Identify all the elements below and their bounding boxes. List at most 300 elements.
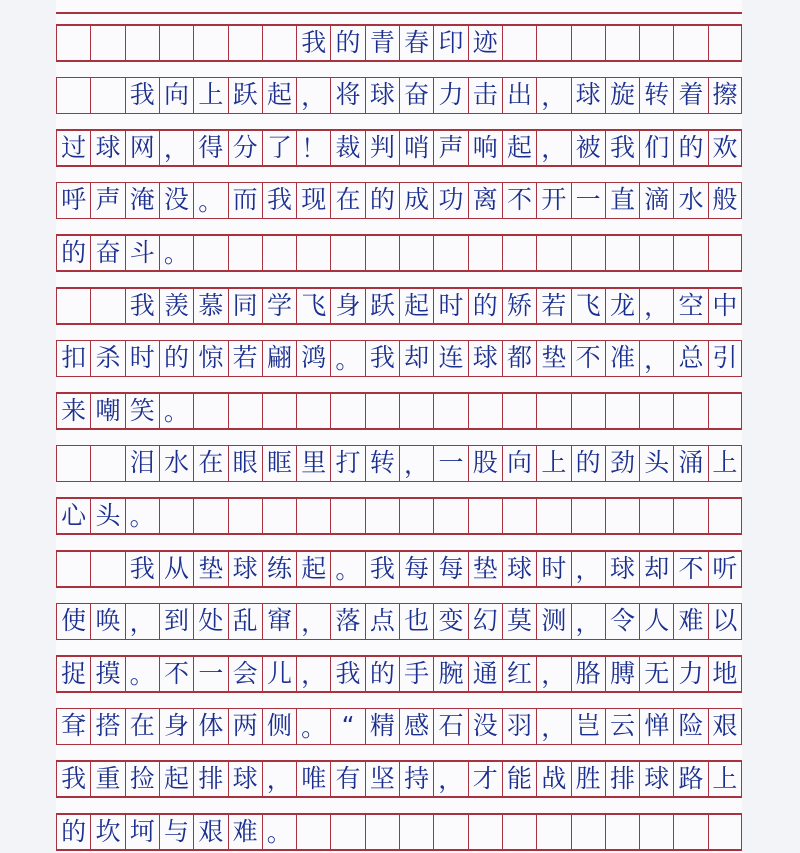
text-line-cell: ， [536,77,570,113]
text-line-cell: 。 [330,340,364,376]
grid-rule-line [56,497,742,499]
text-line-cell [399,392,433,428]
grid-rule-line [56,340,742,342]
text-line-cell: 擦 [708,77,742,113]
grid-rule-line [56,603,742,605]
grid-rule-line [56,165,742,167]
title-cell: 印 [433,24,467,60]
text-line-cell: 。 [159,234,193,270]
text-line-cell: 膊 [605,655,639,691]
text-line-cell: 的 [365,655,399,691]
text-line-cell [330,392,364,428]
text-line-cell: 通 [468,655,502,691]
text-line-cell: 上 [708,760,742,796]
text-line-cell: 上 [708,445,742,481]
text-line-cell [56,550,90,586]
title-cell [262,24,296,60]
text-line-cell [296,392,330,428]
text-line-cell: 战 [536,760,570,796]
text-line-cell [605,234,639,270]
text-line-cell [433,497,467,533]
text-line-cell: 我 [330,655,364,691]
text-line-cell: 般 [708,182,742,218]
text-line-cell: 听 [708,550,742,586]
text-line-cell: 惮 [639,708,673,744]
text-line-cell: ， [296,77,330,113]
text-line-cell: ， [571,550,605,586]
text-line-cell [399,497,433,533]
text-line-cell: 使 [56,603,90,639]
text-line-cell [228,497,262,533]
text-line-cell: ， [296,603,330,639]
text-line-cell: 胜 [571,760,605,796]
text-line-cell: 红 [502,655,536,691]
text-line-cell: 与 [159,813,193,849]
text-line-cell: 两 [228,708,262,744]
text-line-cell: 嘲 [90,392,124,428]
text-line-cell: 从 [159,550,193,586]
text-line-row [56,760,742,796]
title-cell: 春 [399,24,433,60]
text-line-cell: 捡 [125,760,159,796]
grid-rule-line [56,586,742,588]
text-line-cell [673,813,707,849]
composition-grid-paper [56,0,742,853]
text-line-row [56,708,742,744]
text-line-cell: 的 [56,234,90,270]
text-line-cell [330,813,364,849]
text-line-cell: 难 [673,603,707,639]
text-line-cell [536,497,570,533]
text-line-cell: 在 [125,708,159,744]
text-line-cell: 窜 [262,603,296,639]
text-line-cell: 的 [56,813,90,849]
text-line-cell: 若 [228,340,262,376]
text-line-cell: 手 [399,655,433,691]
text-line-cell: 引 [708,340,742,376]
text-line-cell: 的 [571,445,605,481]
text-line-cell: 将 [330,77,364,113]
grid-rule-line [56,655,742,657]
text-line-row [56,129,742,165]
text-line-row [56,497,742,533]
text-line-cell [193,234,227,270]
text-line-cell: 。 [262,813,296,849]
text-line-cell: 排 [193,760,227,796]
title-cell: 青 [365,24,399,60]
text-line-cell: 的 [159,340,193,376]
grid-rule-line [56,60,742,62]
text-line-cell: 飞 [571,287,605,323]
text-line-cell: 们 [639,129,673,165]
grid-rule-line [56,849,742,851]
grid-rule-line [56,744,742,746]
text-line-cell: 的 [468,287,502,323]
text-line-cell: 功 [433,182,467,218]
text-line-cell [56,77,90,113]
text-line-cell: 到 [159,603,193,639]
text-line-cell: 路 [673,760,707,796]
text-line-cell [193,497,227,533]
text-line-cell: 体 [193,708,227,744]
text-line-cell: 岂 [571,708,605,744]
grid-rule-line [56,550,742,552]
text-line-cell: 莫 [502,603,536,639]
text-line-cell: 劲 [605,445,639,481]
text-line-cell [90,445,124,481]
grid-rule-line [56,760,742,762]
text-line-cell: 坷 [125,813,159,849]
text-line-cell: 。 [193,182,227,218]
text-line-cell: 准 [605,340,639,376]
text-line-cell: 我 [125,77,159,113]
text-line-cell: 杀 [90,340,124,376]
text-line-cell: 声 [433,129,467,165]
text-line-cell [639,392,673,428]
text-line-cell [365,813,399,849]
text-line-cell: 球 [502,550,536,586]
text-line-row [56,550,742,586]
text-line-cell: 被 [571,129,605,165]
text-line-cell: 不 [159,655,193,691]
grid-rule-line [56,813,742,815]
text-line-cell: 不 [502,182,536,218]
text-line-cell: 过 [56,129,90,165]
text-line-cell [262,234,296,270]
text-line-cell: 向 [159,77,193,113]
text-line-cell: 不 [571,340,605,376]
text-line-cell: 跃 [365,287,399,323]
title-cell [605,24,639,60]
text-line-cell [262,392,296,428]
text-line-cell [708,813,742,849]
text-line-row [56,77,742,113]
text-line-cell: 重 [90,760,124,796]
text-line-cell: ， [571,603,605,639]
text-line-cell: 转 [639,77,673,113]
text-line-cell [708,497,742,533]
text-line-cell: 精 [365,708,399,744]
text-line-cell: 会 [228,655,262,691]
text-line-cell: 有 [330,760,364,796]
text-line-cell: 排 [605,760,639,796]
text-line-cell: 笑 [125,392,159,428]
title-cell: 的 [330,24,364,60]
text-line-row [56,392,742,428]
text-line-cell: 起 [159,760,193,796]
text-line-cell: 球 [90,129,124,165]
text-line-cell: 点 [365,603,399,639]
grid-rule-line [56,234,742,236]
grid-rule-line [56,639,742,641]
text-line-cell: ， [536,129,570,165]
text-line-cell: 球 [365,77,399,113]
text-line-cell: ， [536,655,570,691]
text-line-row [56,340,742,376]
text-line-cell: 眶 [262,445,296,481]
text-line-cell: ！ [296,129,330,165]
grid-rule-line [56,392,742,394]
title-cell [673,24,707,60]
text-line-cell: 艰 [708,708,742,744]
text-line-cell: 球 [571,77,605,113]
text-line-cell: 鸿 [296,340,330,376]
text-line-cell [262,497,296,533]
text-line-cell [468,392,502,428]
grid-rule-line [56,691,742,693]
text-line-cell: 着 [673,77,707,113]
grid-rule-line [56,708,742,710]
text-line-cell: 。 [125,497,159,533]
text-line-cell [639,813,673,849]
text-line-cell [468,813,502,849]
text-line-cell: 坚 [365,760,399,796]
title-cell [639,24,673,60]
text-line-cell [639,497,673,533]
text-line-cell [330,234,364,270]
text-line-cell: 羽 [502,708,536,744]
text-line-cell: 坎 [90,813,124,849]
text-line-cell: 扣 [56,340,90,376]
text-line-cell: 我 [262,182,296,218]
text-line-cell [468,234,502,270]
grid-rule-line [56,129,742,131]
text-line-cell: 起 [262,77,296,113]
text-line-cell: 空 [673,287,707,323]
text-line-cell [673,497,707,533]
grid-rule-line [56,533,742,535]
text-line-cell: 球 [639,760,673,796]
text-line-cell [296,497,330,533]
text-line-cell: 同 [228,287,262,323]
text-line-cell: 地 [708,655,742,691]
text-line-cell [433,234,467,270]
text-line-cell [365,234,399,270]
title-cell [90,24,124,60]
text-line-row [56,287,742,323]
text-line-cell [365,392,399,428]
text-line-cell: 总 [673,340,707,376]
text-line-cell: ， [159,129,193,165]
text-line-cell: 无 [639,655,673,691]
text-line-cell [468,497,502,533]
text-line-cell: 眼 [228,445,262,481]
text-line-cell: 感 [399,708,433,744]
text-line-cell: 一 [193,655,227,691]
text-line-cell: 我 [365,550,399,586]
text-line-cell: 淹 [125,182,159,218]
text-line-cell: 垫 [193,550,227,586]
text-line-cell: 一 [571,182,605,218]
text-line-cell [536,392,570,428]
text-line-cell: 令 [605,603,639,639]
text-line-cell: ， [639,287,673,323]
text-line-cell: “ [330,708,364,744]
title-cell [571,24,605,60]
text-line-cell: ， [399,445,433,481]
text-line-cell: 持 [399,760,433,796]
text-line-cell: 。 [296,708,330,744]
text-line-cell: 腕 [433,655,467,691]
text-line-cell [708,392,742,428]
text-line-cell: 的 [365,182,399,218]
text-line-cell: ， [125,603,159,639]
text-line-cell: 侧 [262,708,296,744]
grid-rule-line [56,428,742,430]
text-line-cell: 每 [433,550,467,586]
text-line-cell: ， [262,760,296,796]
text-line-cell: 慕 [193,287,227,323]
text-line-cell [228,392,262,428]
text-line-cell: 泪 [125,445,159,481]
text-line-cell: 都 [502,340,536,376]
grid-rule-line [56,77,742,79]
text-line-cell: 耷 [56,708,90,744]
text-line-cell: 变 [433,603,467,639]
text-line-cell: 连 [433,340,467,376]
text-line-cell: 里 [296,445,330,481]
text-line-cell: 直 [605,182,639,218]
text-line-cell: 。 [159,392,193,428]
text-line-cell: 才 [468,760,502,796]
text-line-cell [605,497,639,533]
text-line-cell: 龙 [605,287,639,323]
title-cell [502,24,536,60]
text-line-cell [571,813,605,849]
text-line-cell: 搭 [90,708,124,744]
text-line-cell [90,287,124,323]
text-line-cell: 险 [673,708,707,744]
text-line-cell: 球 [605,550,639,586]
grid-rule-line [56,445,742,447]
text-line-cell: 以 [708,603,742,639]
title-cell: 我 [296,24,330,60]
text-line-cell: 出 [502,77,536,113]
text-line-cell [571,497,605,533]
title-cell [708,24,742,60]
text-line-cell [605,813,639,849]
text-line-cell [673,234,707,270]
text-line-cell: 跃 [228,77,262,113]
text-line-cell: 来 [56,392,90,428]
text-line-cell: 没 [159,182,193,218]
text-line-cell [708,234,742,270]
text-line-cell: 声 [90,182,124,218]
text-line-cell: 不 [673,550,707,586]
text-line-cell: 球 [468,340,502,376]
text-line-cell: 捉 [56,655,90,691]
text-line-cell: ， [536,708,570,744]
text-line-cell: 矫 [502,287,536,323]
text-line-cell: 我 [56,760,90,796]
text-line-row [56,813,742,849]
text-line-cell [639,234,673,270]
text-line-cell [502,234,536,270]
text-line-cell: 我 [125,287,159,323]
text-line-cell: 练 [262,550,296,586]
grid-rule-line [56,287,742,289]
text-line-cell: 胳 [571,655,605,691]
text-line-cell: 斗 [125,234,159,270]
text-line-cell [159,497,193,533]
text-line-cell: 人 [639,603,673,639]
text-line-cell: 在 [330,182,364,218]
text-line-cell [296,234,330,270]
text-line-cell: 在 [193,445,227,481]
title-cell [228,24,262,60]
text-line-cell: 现 [296,182,330,218]
text-line-cell: 时 [125,340,159,376]
text-line-cell: 儿 [262,655,296,691]
text-line-cell [502,813,536,849]
text-line-row [56,234,742,270]
text-line-cell: 时 [536,550,570,586]
text-line-cell: 哨 [399,129,433,165]
text-line-cell: 垫 [536,340,570,376]
title-cell [125,24,159,60]
text-line-cell: 上 [193,77,227,113]
text-line-cell [502,497,536,533]
text-line-cell: 我 [365,340,399,376]
text-line-cell: 涌 [673,445,707,481]
grid-rule-line [56,323,742,325]
text-line-cell: 每 [399,550,433,586]
text-line-cell [605,392,639,428]
text-line-cell: ， [639,340,673,376]
text-line-cell: 判 [365,129,399,165]
text-line-cell: 起 [399,287,433,323]
text-line-row [56,603,742,639]
text-line-cell: 翩 [262,340,296,376]
text-line-row [56,445,742,481]
text-line-cell: ， [296,655,330,691]
text-line-cell [433,392,467,428]
text-line-cell: 响 [468,129,502,165]
text-line-cell: 水 [159,445,193,481]
text-line-cell: 球 [228,760,262,796]
text-line-cell [433,813,467,849]
text-line-cell: 时 [433,287,467,323]
text-line-cell [536,234,570,270]
grid-rule-line [56,270,742,272]
text-line-cell: 却 [639,550,673,586]
text-line-cell: 打 [330,445,364,481]
text-line-cell [399,234,433,270]
text-line-cell: 飞 [296,287,330,323]
text-line-cell: 唯 [296,760,330,796]
text-line-cell: 摸 [90,655,124,691]
grid-rule-line [56,218,742,220]
title-row [56,24,742,60]
text-line-cell: 击 [468,77,502,113]
text-line-cell: 测 [536,603,570,639]
text-line-cell: 我 [605,129,639,165]
text-line-cell: 头 [90,497,124,533]
text-line-cell: 旋 [605,77,639,113]
text-line-cell: 。 [125,655,159,691]
text-line-cell: 呼 [56,182,90,218]
text-line-cell: 得 [193,129,227,165]
text-line-cell: 一 [433,445,467,481]
text-line-cell: 艰 [193,813,227,849]
text-line-cell: 开 [536,182,570,218]
text-line-cell: 奋 [399,77,433,113]
text-line-cell: 上 [536,445,570,481]
text-line-cell: 中 [708,287,742,323]
text-line-cell: 裁 [330,129,364,165]
text-line-cell: 若 [536,287,570,323]
text-line-cell: 离 [468,182,502,218]
